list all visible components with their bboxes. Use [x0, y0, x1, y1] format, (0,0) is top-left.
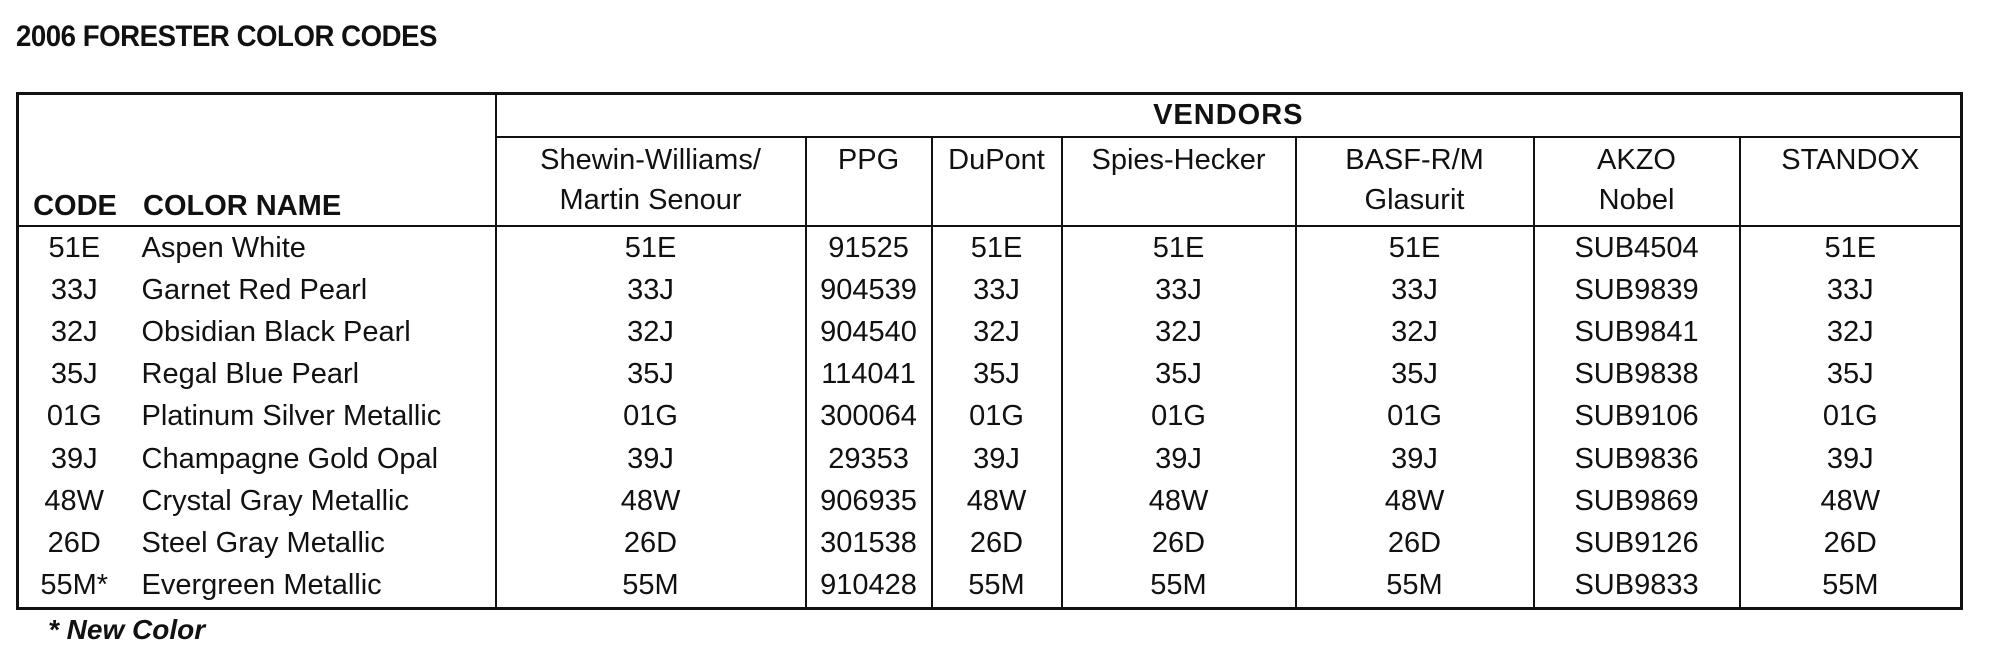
dupont-cell: 26D [932, 523, 1062, 565]
akzo-cell: SUB9869 [1534, 480, 1740, 522]
table-row [18, 354, 1962, 396]
vendor-header-line1: AKZO [1597, 143, 1676, 176]
vendors-header: VENDORS [496, 94, 1962, 137]
ppg-cell: 29353 [806, 438, 932, 480]
basf-cell: 35J [1296, 354, 1534, 396]
vendor-header-line1: STANDOX [1781, 143, 1920, 176]
dupont-cell: 39J [932, 438, 1062, 480]
dupont-cell: 55M [932, 565, 1062, 609]
code-cell: 48W [44, 484, 105, 517]
akzo-cell: SUB9839 [1534, 269, 1740, 311]
spies-hecker-cell: 55M [1062, 565, 1296, 609]
vendor-header-line2: Nobel [1598, 183, 1675, 216]
standox-cell: 48W [1740, 480, 1962, 522]
table-row [18, 226, 1962, 269]
vendor-header-line1: Spies-Hecker [1091, 143, 1266, 176]
standox-cell: 51E [1740, 226, 1962, 269]
color-name-header: COLOR NAME [143, 190, 342, 222]
sherwin-williams-cell: 35J [496, 354, 806, 396]
basf-cell: 32J [1296, 311, 1534, 353]
code-cell: 33J [50, 273, 98, 306]
akzo-cell: SUB9833 [1534, 565, 1740, 609]
color-name-cell: Champagne Gold Opal [141, 442, 439, 475]
ppg-cell: 906935 [806, 480, 932, 522]
vendor-header-line1: PPG [837, 143, 900, 176]
sherwin-williams-cell: 32J [496, 311, 806, 353]
sherwin-williams-cell: 26D [496, 523, 806, 565]
color-name-cell: Obsidian Black Pearl [141, 316, 411, 349]
ppg-cell: 114041 [806, 354, 932, 396]
vendor-header-dupont [932, 137, 1062, 226]
ppg-cell: 301538 [806, 523, 932, 565]
vendor-header-line1: Shewin-Williams/ [540, 143, 761, 176]
vendor-header-line2: Martin Senour [559, 183, 742, 216]
footnote-new-color: * New Color [48, 614, 206, 645]
vendor-header-sherwin-williams [496, 137, 806, 226]
code-cell: 32J [50, 316, 98, 349]
color-name-cell: Regal Blue Pearl [141, 358, 360, 391]
ppg-cell: 904540 [806, 311, 932, 353]
spies-hecker-cell: 33J [1062, 269, 1296, 311]
ppg-cell: 91525 [806, 226, 932, 269]
standox-cell: 33J [1740, 269, 1962, 311]
spies-hecker-cell: 48W [1062, 480, 1296, 522]
vendor-header-line1: DuPont [948, 143, 1045, 176]
basf-cell: 48W [1296, 480, 1534, 522]
dupont-cell: 33J [932, 269, 1062, 311]
table-row [18, 438, 1962, 480]
vendor-header-spies-hecker [1062, 137, 1296, 226]
page-title: 2006 FORESTER COLOR CODES [16, 20, 438, 53]
sherwin-williams-cell: 01G [496, 396, 806, 438]
akzo-cell: SUB9106 [1534, 396, 1740, 438]
color-name-cell: Platinum Silver Metallic [141, 400, 442, 433]
ppg-cell: 904539 [806, 269, 932, 311]
color-name-cell: Aspen White [141, 231, 306, 264]
vendor-header-line2: Glasurit [1364, 183, 1465, 216]
basf-cell: 55M [1296, 565, 1534, 609]
table-row [18, 480, 1962, 522]
spies-hecker-cell: 32J [1062, 311, 1296, 353]
sherwin-williams-cell: 51E [496, 226, 806, 269]
vendor-header-line1: BASF-R/M [1345, 143, 1484, 176]
akzo-cell: SUB9836 [1534, 438, 1740, 480]
table-row [18, 523, 1962, 565]
akzo-cell: SUB9126 [1534, 523, 1740, 565]
standox-cell: 39J [1740, 438, 1962, 480]
sherwin-williams-cell: 39J [496, 438, 806, 480]
spies-hecker-cell: 26D [1062, 523, 1296, 565]
vendor-header-ppg [806, 137, 932, 226]
code-name-header-area [18, 94, 496, 227]
basf-cell: 51E [1296, 226, 1534, 269]
ppg-cell: 910428 [806, 565, 932, 609]
table-row [18, 565, 1962, 609]
code-cell: 01G [46, 400, 102, 433]
standox-cell: 32J [1740, 311, 1962, 353]
vendors-header-row [18, 94, 1962, 137]
dupont-cell: 32J [932, 311, 1062, 353]
akzo-cell: SUB9841 [1534, 311, 1740, 353]
basf-cell: 33J [1296, 269, 1534, 311]
akzo-cell: SUB4504 [1534, 226, 1740, 269]
basf-cell: 01G [1296, 396, 1534, 438]
standox-cell: 26D [1740, 523, 1962, 565]
standox-cell: 35J [1740, 354, 1962, 396]
spies-hecker-cell: 39J [1062, 438, 1296, 480]
dupont-cell: 01G [932, 396, 1062, 438]
spies-hecker-cell: 51E [1062, 226, 1296, 269]
akzo-cell: SUB9838 [1534, 354, 1740, 396]
table-row [18, 396, 1962, 438]
vendor-header-basf [1296, 137, 1534, 226]
spies-hecker-cell: 35J [1062, 354, 1296, 396]
code-cell: 35J [50, 358, 98, 391]
table-row [18, 269, 1962, 311]
color-codes-table [16, 92, 1963, 610]
color-name-cell: Garnet Red Pearl [141, 273, 368, 306]
code-cell: 26D [47, 527, 101, 560]
code-header: CODE [33, 190, 117, 222]
dupont-cell: 35J [932, 354, 1062, 396]
basf-cell: 26D [1296, 523, 1534, 565]
dupont-cell: 48W [932, 480, 1062, 522]
spies-hecker-cell: 01G [1062, 396, 1296, 438]
standox-cell: 01G [1740, 396, 1962, 438]
color-name-cell: Steel Gray Metallic [141, 527, 385, 560]
table-row [18, 311, 1962, 353]
sherwin-williams-cell: 33J [496, 269, 806, 311]
sherwin-williams-cell: 55M [496, 565, 806, 609]
sherwin-williams-cell: 48W [496, 480, 806, 522]
basf-cell: 39J [1296, 438, 1534, 480]
vendor-header-standox [1740, 137, 1962, 226]
code-cell: 51E [48, 231, 101, 264]
code-cell: 55M* [40, 569, 109, 602]
code-cell: 39J [50, 442, 98, 475]
color-name-cell: Crystal Gray Metallic [141, 484, 409, 517]
dupont-cell: 51E [932, 226, 1062, 269]
standox-cell: 55M [1740, 565, 1962, 609]
ppg-cell: 300064 [806, 396, 932, 438]
color-name-cell: Evergreen Metallic [141, 569, 382, 602]
vendor-header-akzo-nobel [1534, 137, 1740, 226]
